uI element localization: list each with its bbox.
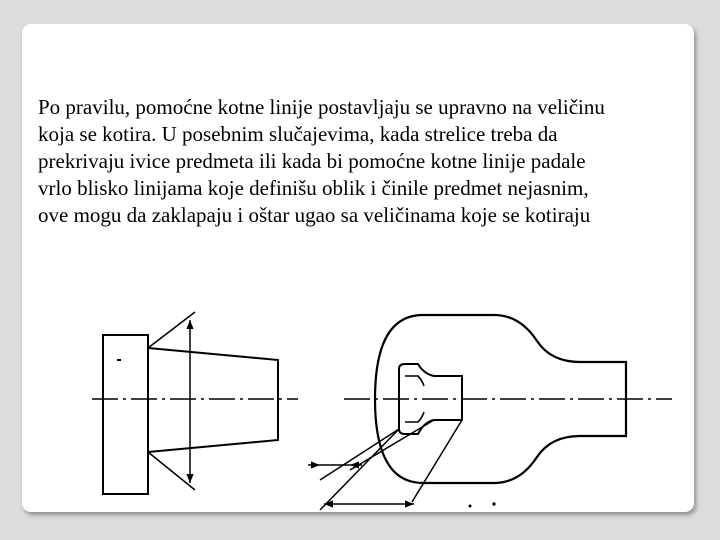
slide <box>22 24 694 512</box>
fork-part-drawing <box>308 315 672 510</box>
text-line: prekrivaju ivice predmeta ili kada bi pomoćne kotne linije padale <box>38 149 586 173</box>
text-line: koja se kotira. U posebnim slučajevima, kada strelice treba da <box>38 122 558 146</box>
text-line: ove mogu da zaklapaju i oštar ugao sa veličinama koje se kotiraju <box>38 203 591 227</box>
technical-drawings <box>22 24 694 512</box>
tapered-part-drawing <box>92 312 298 494</box>
text-line: Po pravilu, pomoćne kotne linije postavljaju se upravno na veličinu <box>38 95 605 119</box>
text-line: vrlo blisko linijama koje definišu oblik i činile predmet nejasnim, <box>38 176 589 200</box>
